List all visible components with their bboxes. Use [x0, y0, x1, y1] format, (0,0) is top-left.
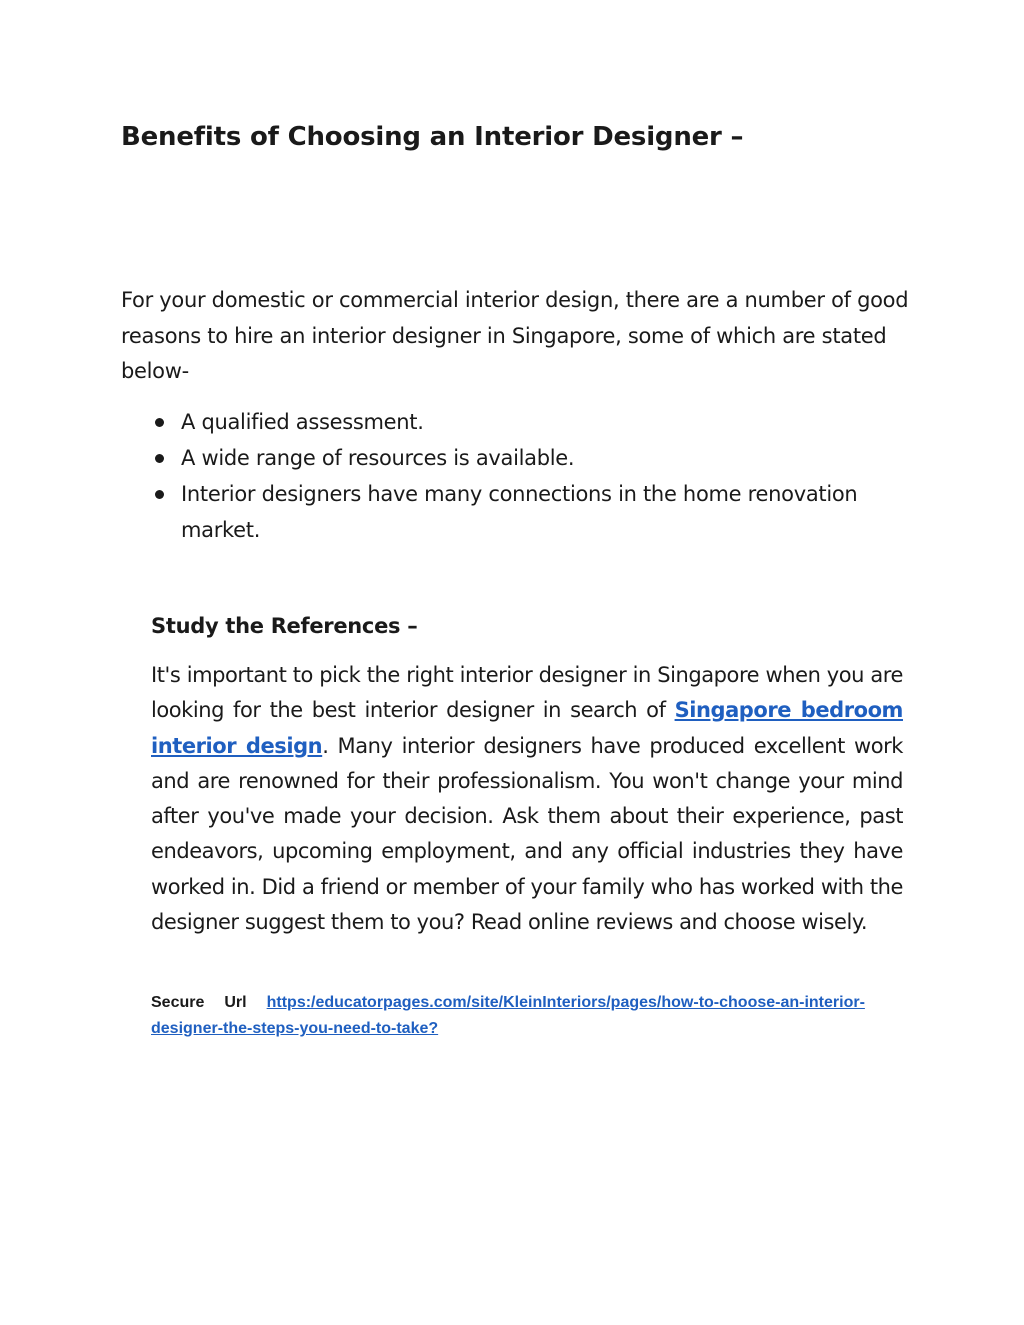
- references-text-end: . Many interior designers have produced excellent work and are renowned for their professionalism. You won't change your mind after you've made your decision. Ask them about their experience, past endeavors, upcoming employment, and any official industries they have worked in. Did a friend or member of your family who has worked with the designer suggest them to you? Read online reviews and choose wisely.: [151, 733, 903, 935]
- list-item-text: A qualified assessment.: [181, 410, 424, 434]
- singapore-bedroom-design-link[interactable]: Singapore bedroom interior design: [151, 698, 903, 758]
- list-item: [121, 476, 911, 548]
- source-label-url: Url: [224, 994, 247, 1011]
- references-text-start: It's important to pick the right interior designer in Singapore when you are looking for the best interior designer in search of: [151, 663, 903, 723]
- source-url-link[interactable]: https:/educatorpages.com/site/KleinInteriors/pages/how-to-choose-an-interior-designer-the-steps-you-need-to-take?: [151, 994, 865, 1037]
- references-heading: Study the References –: [151, 614, 418, 638]
- list-item: [121, 404, 911, 440]
- page-title: Benefits of Choosing an Interior Designer –: [121, 122, 744, 152]
- list-item: [121, 440, 911, 476]
- bullet-icon: [155, 490, 164, 499]
- source-label-secure: Secure: [151, 994, 205, 1011]
- bullet-icon: [155, 418, 164, 427]
- benefits-list: [121, 404, 911, 548]
- source-url-line: [151, 990, 904, 1042]
- list-item-text: A wide range of resources is available.: [181, 446, 575, 470]
- references-paragraph: [151, 658, 903, 940]
- bullet-icon: [155, 454, 164, 463]
- list-item-text: Interior designers have many connections in the home renovation market.: [181, 482, 858, 542]
- intro-paragraph: For your domestic or commercial interior design, there are a number of good reasons to hire an interior designer in Singapore, some of which are stated below-: [121, 288, 909, 383]
